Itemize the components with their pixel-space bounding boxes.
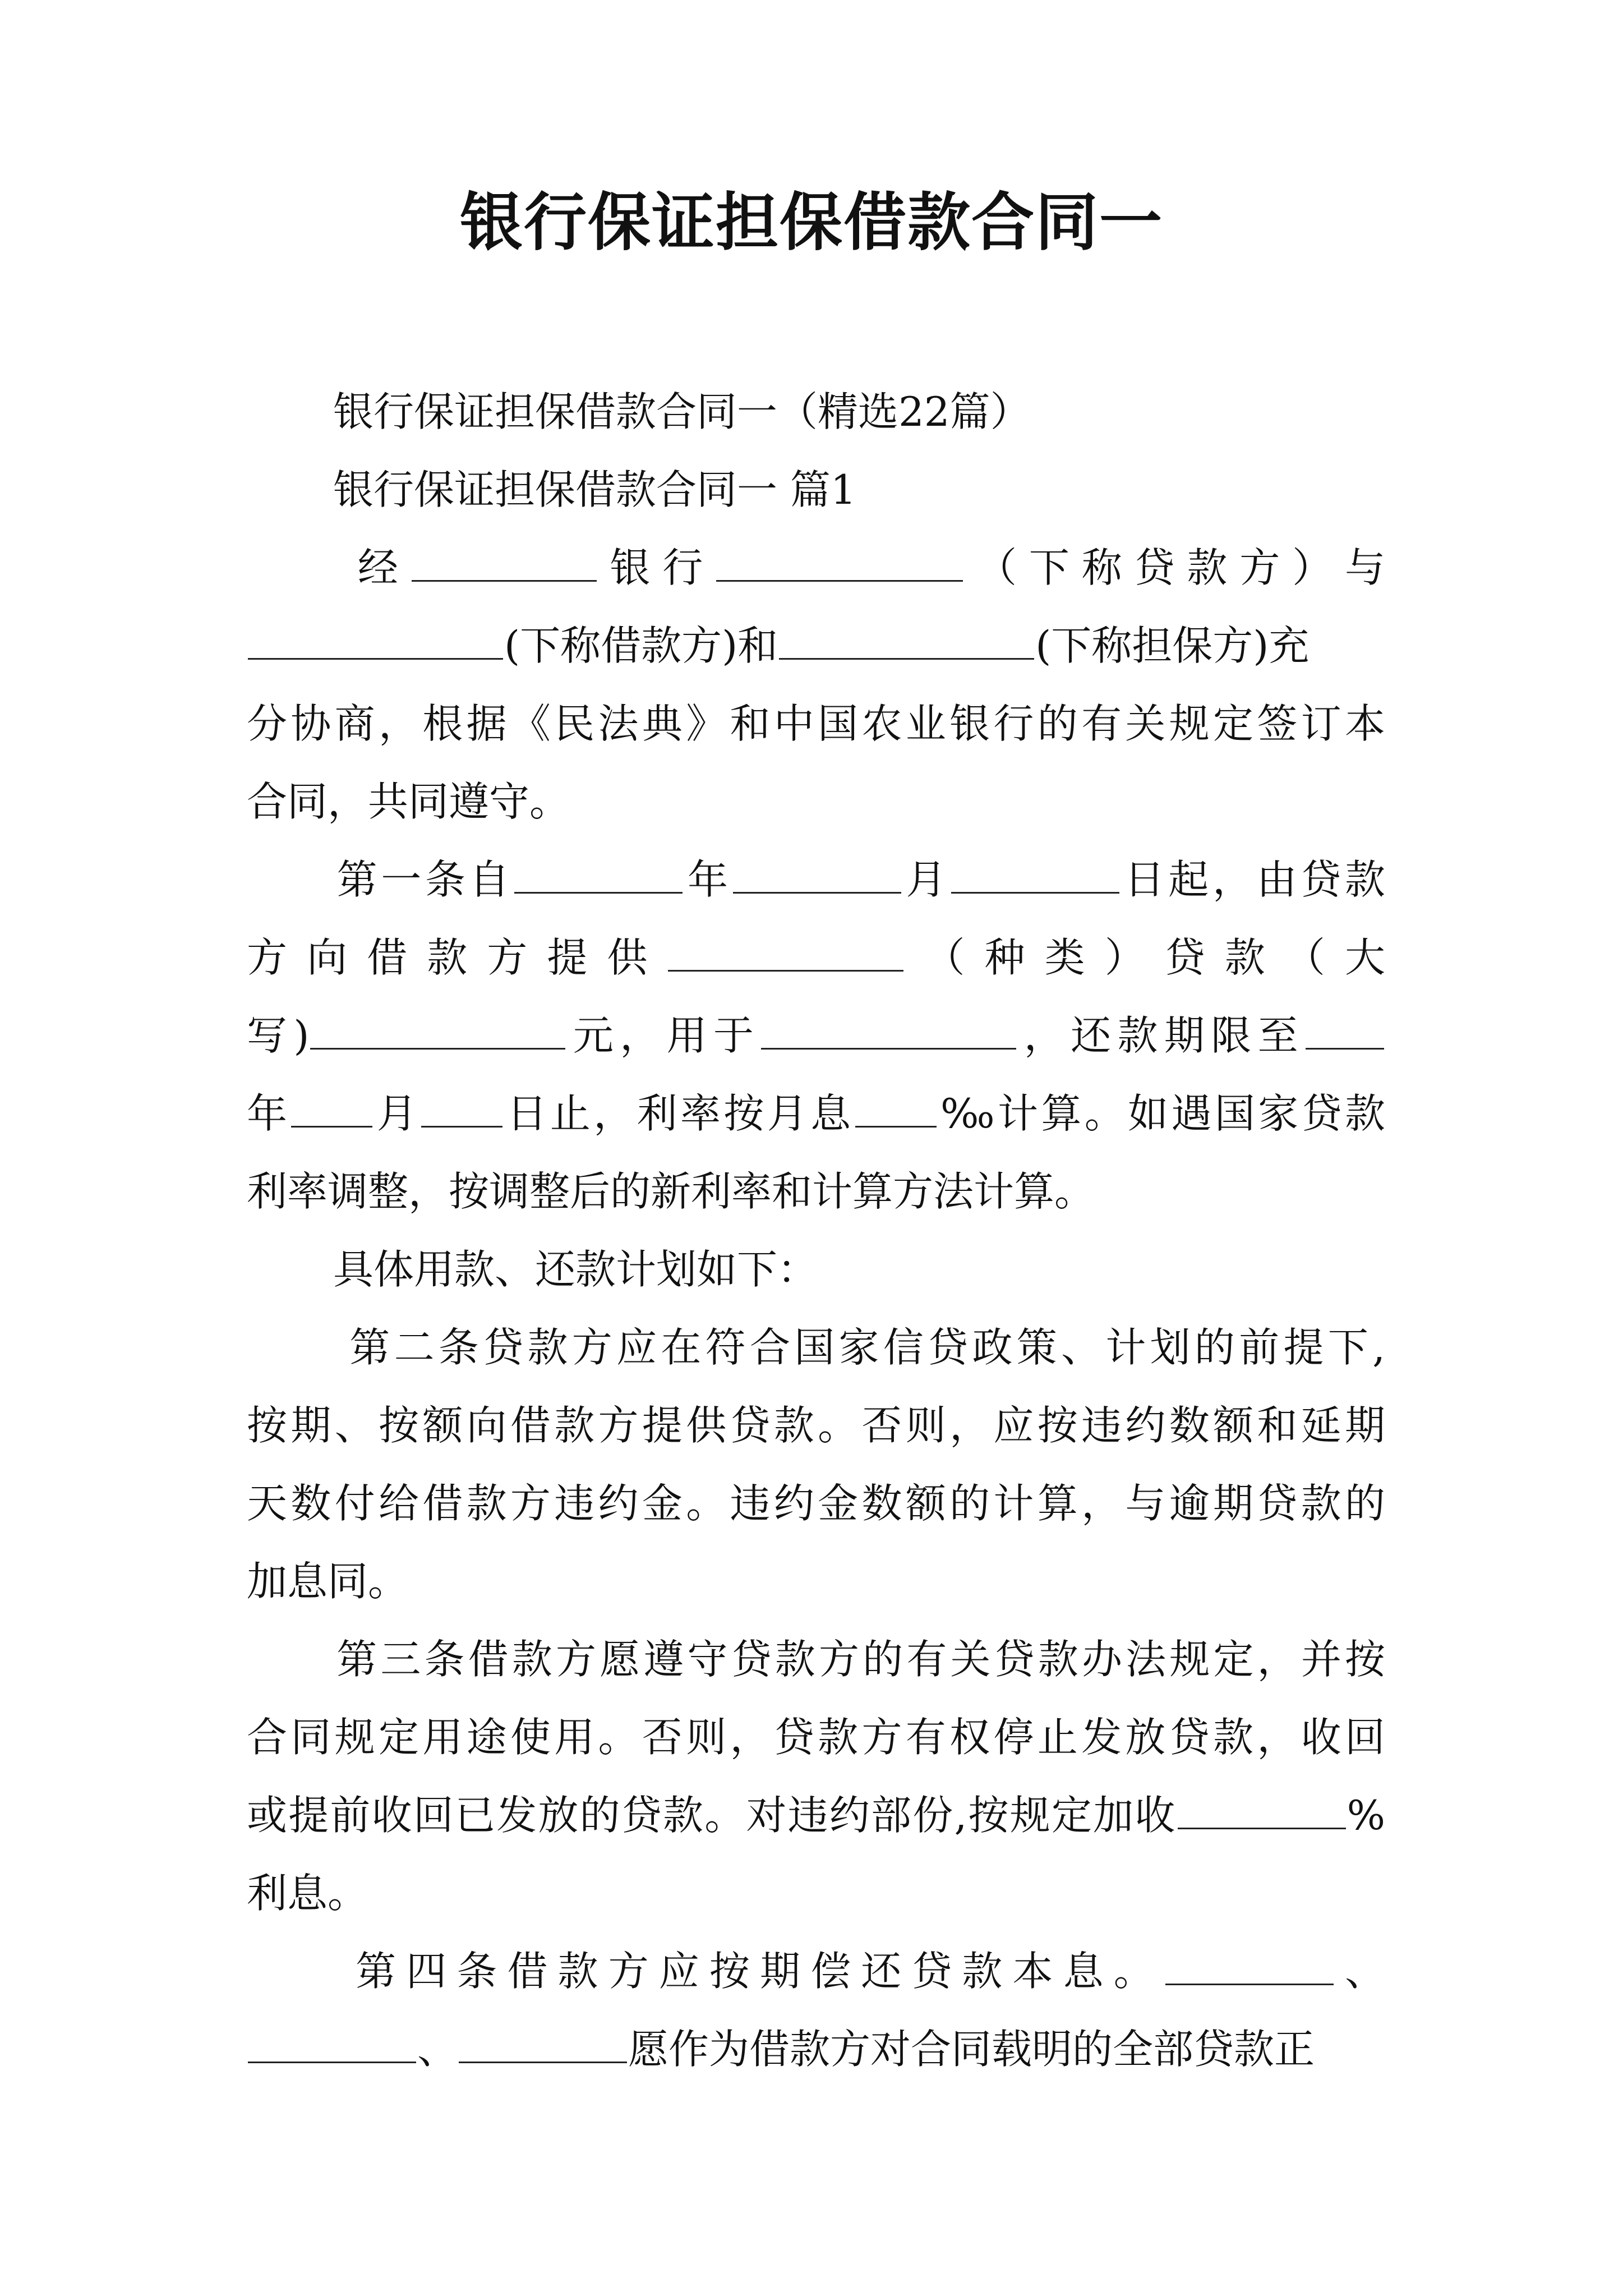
article-3-line-1: 第三条借款方愿遵守贷款方的有关贷款办法规定，并按 bbox=[333, 1636, 1385, 1683]
article-2-line-2: 按期、按额向借款方提供贷款。否则，应按违约数额和延期 bbox=[247, 1402, 1385, 1449]
article-1-line-2: 方向借款方提供 （种类）贷款（大 bbox=[247, 934, 1385, 981]
article-3-line-4: 利息。 bbox=[247, 1870, 368, 1917]
article-1-line-1: 第一条自 年 月 日起，由贷款 bbox=[333, 856, 1385, 903]
blank-field[interactable] bbox=[291, 1091, 372, 1128]
blank-field[interactable] bbox=[310, 1013, 565, 1050]
blank-field[interactable] bbox=[733, 857, 901, 894]
article-2-line-1: 第二条贷款方应在符合国家信贷政策、计划的前提下, bbox=[345, 1324, 1385, 1371]
article-3-line-3: 或提前收回已发放的贷款。对违约部份,按规定加收 % bbox=[247, 1792, 1385, 1839]
article-2-line-4: 加息同。 bbox=[247, 1558, 409, 1605]
blank-field[interactable] bbox=[761, 1013, 1016, 1050]
blank-field[interactable] bbox=[951, 857, 1119, 894]
document-title: 银行保证担保借款合同一 bbox=[460, 186, 1163, 259]
paragraph-1-line-4: 合同，共同遵守。 bbox=[247, 778, 570, 825]
article-3-line-2: 合同规定用途使用。否则，贷款方有权停止发放贷款，收回 bbox=[247, 1714, 1385, 1761]
blank-field[interactable] bbox=[248, 623, 503, 660]
article-2-line-3: 天数付给借款方违约金。违约金数额的计算，与逾期贷款的 bbox=[247, 1480, 1385, 1527]
blank-field[interactable] bbox=[459, 2027, 627, 2063]
document-body bbox=[247, 373, 1385, 2088]
paragraph-1-line-2: (下称借款方)和 (下称担保方)充 bbox=[247, 607, 1385, 685]
blank-field[interactable] bbox=[248, 2027, 416, 2063]
plan-line: 具体用款、还款计划如下： bbox=[333, 1246, 818, 1293]
blank-field[interactable] bbox=[855, 1091, 937, 1128]
blank-field[interactable] bbox=[779, 623, 1034, 660]
blank-field[interactable] bbox=[514, 857, 683, 894]
blank-field[interactable] bbox=[1306, 1013, 1384, 1050]
article-1-line-3: 写) 元，用于 ，还款期限至 bbox=[247, 997, 1385, 1075]
blank-field[interactable] bbox=[668, 935, 903, 972]
article-4-line-1: 第四条借款方应按期偿还贷款本息。 、 bbox=[345, 1948, 1385, 1995]
paragraph-1-line-1: 经 银行 （下称贷款方）与 bbox=[345, 544, 1385, 591]
article-4-line-2: 、 愿作为借款方对合同载明的全部贷款正 bbox=[247, 2010, 1385, 2088]
article-1-line-5: 利率调整，按调整后的新利率和计算方法计算。 bbox=[247, 1168, 1095, 1215]
blank-field[interactable] bbox=[412, 545, 597, 582]
section-line bbox=[247, 451, 1385, 529]
subtitle-line bbox=[247, 373, 1385, 451]
blank-field[interactable] bbox=[716, 545, 963, 582]
subtitle: 银行保证担保借款合同一（精选22篇） bbox=[333, 388, 1031, 435]
article-1-line-4: 年 月 日止，利率按月息 ‰计算。如遇国家贷款 bbox=[247, 1090, 1385, 1137]
paragraph-1-line-3: 分协商，根据《民法典》和中国农业银行的有关规定签订本 bbox=[247, 700, 1385, 747]
blank-field[interactable] bbox=[421, 1091, 502, 1128]
blank-field[interactable] bbox=[1165, 1949, 1334, 1985]
section-heading: 银行保证担保借款合同一 篇1 bbox=[333, 466, 856, 513]
blank-field[interactable] bbox=[1178, 1793, 1346, 1829]
